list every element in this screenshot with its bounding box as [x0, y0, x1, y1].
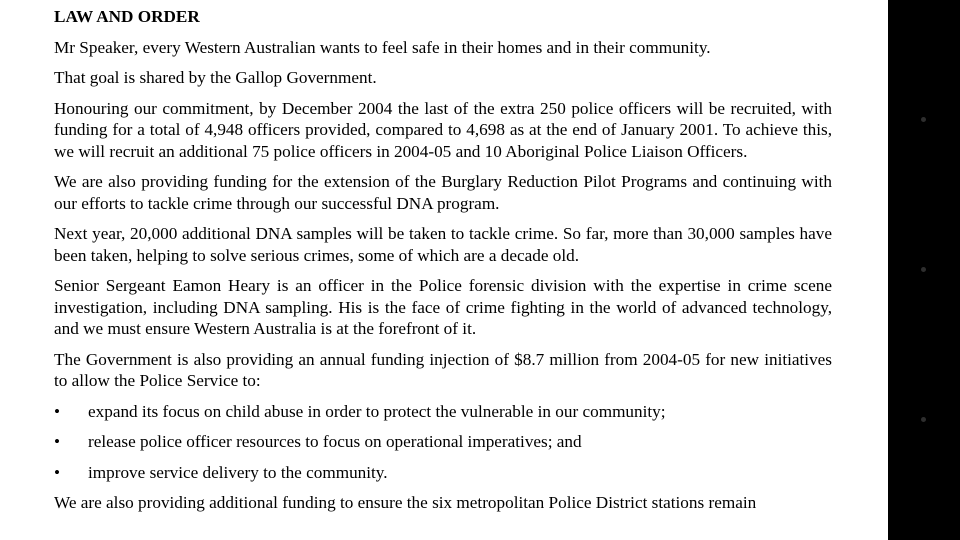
- paragraph: That goal is shared by the Gallop Government.: [54, 68, 377, 87]
- section-heading: LAW AND ORDER: [54, 7, 200, 26]
- bullet-icon: •: [54, 432, 61, 451]
- paragraph: Mr Speaker, every Western Australian wants to feel safe in their homes and in their community.: [54, 37, 711, 57]
- paragraph: Honouring our commitment, by December 2004 the last of the extra 250 police officers will be recruited, with funding for a total of 4,948 officers provided, compared to 4,698 as at the end of January 2001. To achieve this, we will recruit an additional 75 police officers in 2004-05 and 10 Aboriginal Police Liaison Officers.: [54, 98, 832, 161]
- paragraph: We are also providing additional funding to ensure the six metropolitan Police District stations remain: [54, 493, 757, 512]
- paragraph: Senior Sergeant Eamon Heary is an officer in the Police forensic division with the expertise in crime scene investigation, including DNA sampling. His is the face of crime fighting in the world of advanced technology, and we must ensure Western Australia is at the forefront of it.: [54, 276, 832, 338]
- list-item: [54, 401, 832, 423]
- document-content: [54, 6, 832, 523]
- paragraph: We are also providing funding for the extension of the Burglary Reduction Pilot Programs and continuing with our efforts to tackle crime through our successful DNA program.: [54, 172, 832, 213]
- list-item: [54, 431, 832, 453]
- page-indicator-dot-icon[interactable]: [921, 117, 926, 122]
- list-item-text: expand its focus on child abuse in order to protect the vulnerable in our community;: [88, 401, 666, 421]
- bullet-icon: •: [54, 401, 61, 421]
- paragraph: The Government is also providing an annual funding injection of $8.7 million from 2004-05 for new initiatives to allow the Police Service to:: [54, 349, 832, 390]
- list-item-text: improve service delivery to the community.: [88, 462, 388, 482]
- page-indicator-dot-icon[interactable]: [921, 417, 926, 422]
- bullet-icon: •: [54, 462, 61, 482]
- list-item: [54, 462, 832, 484]
- bullet-list: [54, 401, 832, 484]
- side-panel: [888, 0, 960, 540]
- paragraph: Next year, 20,000 additional DNA samples will be taken to tackle crime. So far, more than 30,000 samples have been taken, helping to solve serious crimes, some of which are a decade old.: [54, 224, 832, 265]
- page-indicator-dot-icon[interactable]: [921, 267, 926, 272]
- list-item-text: release police officer resources to focus on operational imperatives; and: [88, 432, 582, 451]
